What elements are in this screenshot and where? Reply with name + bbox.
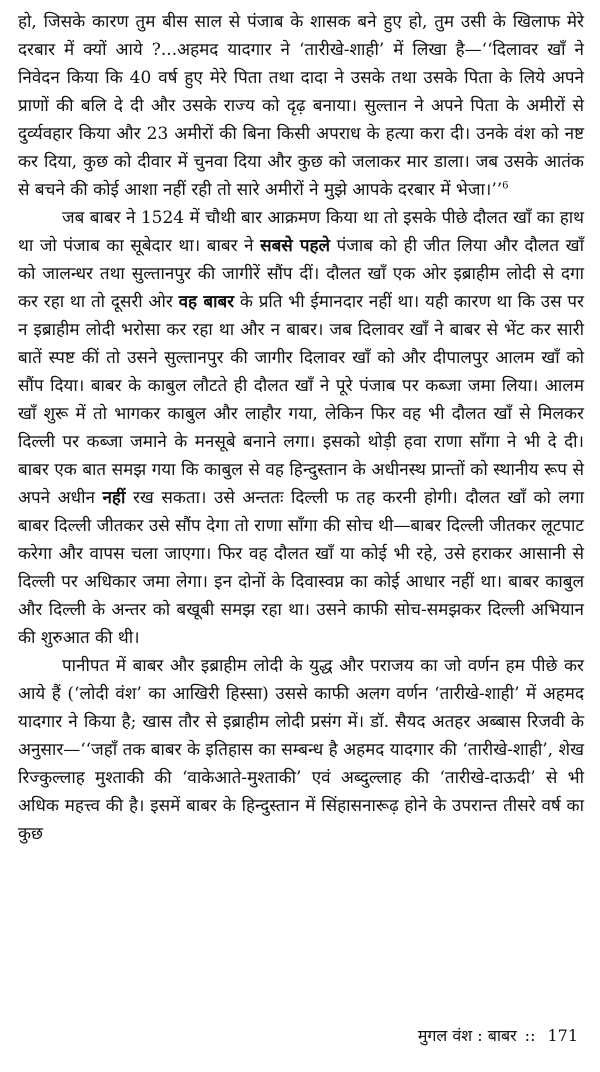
text-run: पानीपत में बाबर और इब्राहीम लोदी के युद्ध और पराजय का जो वर्णन हम पीछे कर आये हैं (‘लोदी वंश’ का आखिरी हिस्सा) उससे काफी अलग वर्णन ‘तारीखे-शाही’ में अहमद यादगार ने किया है; खास तौर से इब्राहीम लोदी प्रसंग में। डॉ. सैयद अतहर अब्बास रिजवी के अनुसार—‘‘जहाँ तक बाबर के इतिहास का सम्बन्ध है अहमद यादगार की ‘तारीखे-शाही’, शेख रिज्कुल्लाह मुश्ताकी की ‘वाकेआते-मुश्ताकी’ एवं अब्दुल्लाह की ‘तारीखे-दाऊदी’ से भी अधिक महत्त्व की है। इसमें बाबर के हिन्दुस्तान में सिंहासनारूढ़ होने के उपरान्त तीसरे वर्ष का कुछ xyxy=(18,656,584,844)
bold-text-run: वह बाबर xyxy=(178,292,235,312)
bold-text-run: नहीं xyxy=(102,488,126,508)
text-run: जब बाबर ने 1524 में चौथी बार आक्रमण किया था तो इसके पीछे दौलत खाँ का हाथ था जो पंजाब का सूबेदार था। बाबर ने xyxy=(18,208,584,256)
running-title: मुगल वंश : बाबर xyxy=(417,1026,517,1045)
text-run: रख सकता। उसे अन्ततः दिल्ली फ तह करनी होगी। दौलत खाँ को लगा बाबर दिल्ली जीतकर उसे सौंप देगा तो राणा साँगा की सोच थी—बाबर दिल्ली जीतकर लूटपाट करेगा और वापस चला जाएगा। फिर वह दौलत खाँ या कोई भी रहे, उसे हराकर आसानी से दिल्ली पर अधिकार जमा लेगा। इन दोनों के दिवास्वप्न का कोई आधार नहीं था। बाबर काबुल और दिल्ली के अन्तर को बखूबी समझ रहा था। उसने काफी सोच-समझकर दिल्ली अभियान की शुरुआत की थी। xyxy=(18,488,584,648)
text-run: हो, जिसके कारण तुम बीस साल से पंजाब के शासक बने हुए हो, तुम उसी के खिलाफ मेरे दरबार में क्यों आये ?...अहमद यादगार ने ‘तारीखे-शाही’ में लिखा है—‘‘दिलावर खाँ ने निवेदन किया कि 40 वर्ष हुए मेरे पिता तथा दादा ने उसके तथा उसके पिता के लिये अपने प्राणों की बलि दे दी और उसके राज्य को दृढ़ बनाया। सुल्तान ने अपने पिता के अमीरों से दुर्व्यवहार किया और 23 अमीरों की बिना किसी अपराध के हत्या करा दी। उनके वंश को नष्ट कर दिया, कुछ को दीवार में चुनवा दिया और कुछ को जलाकर मार डाला। जब उसके आतंक से बचने की कोई आशा नहीं रही तो सारे अमीरों ने मुझे आपके दरबार में भेजा।’’ xyxy=(18,12,584,200)
text-run: पंजाब को ही जीत लिया और दौलत खाँ को जालन्धर तथा सुल्तानपुर की जागीरें सौंप दीं। दौलत खाँ एक ओर इब्राहीम लोदी से दगा कर रहा था तो दूसरी ओर xyxy=(18,236,584,312)
paragraph-2 xyxy=(18,204,584,652)
page-number: 171 xyxy=(547,1026,578,1045)
footnote-marker: 6 xyxy=(502,180,509,192)
footer-separator: :: xyxy=(524,1026,536,1045)
paragraph-1 xyxy=(18,8,584,204)
text-run: के प्रति भी ईमानदार नहीं था। यही कारण था कि उस पर न इब्राहीम लोदी भरोसा कर रहा था और न बाबर। जब दिलावर खाँ ने बाबर से भेंट कर सारी बातें स्पष्ट कीं तो उसने सुल्तानपुर की जागीर दिलावर खाँ को और दीपालपुर आलम खाँ को सौंप दिया। बाबर के काबुल लौटते ही दौलत खाँ ने पूरे पंजाब पर कब्जा जमा लिया। आलम खाँ शुरू में तो भागकर काबुल और लाहौर गया, लेकिन फिर वह भी दौलत खाँ से मिलकर दिल्ली पर कब्जा जमाने के मनसूबे बनाने लगा। इसको थोड़ी हवा राणा साँगा ने भी दे दी। बाबर एक बात समझ गया कि काबुल से वह हिन्दुस्तान के अधीनस्थ प्रान्तों को स्थानीय रूप से अपने अधीन xyxy=(18,292,584,508)
bold-text-run: सबसे पहले xyxy=(260,236,331,256)
page-footer xyxy=(418,1024,578,1046)
page-body xyxy=(18,8,584,848)
paragraph-3 xyxy=(18,652,584,848)
